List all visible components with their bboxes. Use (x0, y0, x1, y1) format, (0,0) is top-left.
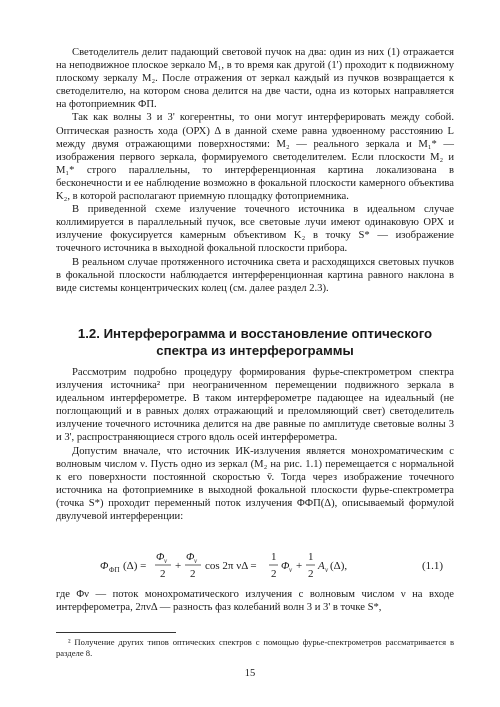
section-heading: 1.2. Интерферограмма и восстановление оптического спектра из интерферограммы (77, 326, 433, 358)
footnote: ² Получение других типов оптических спектров с помощью фурье-спектрометров рассматривается в разделе 8. (56, 637, 454, 658)
body-text-top (56, 46, 454, 295)
page-number: 15 (244, 668, 256, 679)
formula-frac2-num-sub: ν (194, 557, 198, 565)
paragraph: Светоделитель делит падающий световой пучок на два: один из них (1) отражается на неподвижное плоское зеркало M₁, в то время как другой (1') проходит к подвижному плоскому зеркалу M₂. После отражения от зеркал каждый из пучков возвращается к светоделителю, на котором снова делится на две части, одна из которых направляется на фотоприемник ФП. (56, 47, 454, 111)
formula-number: (1.1) (422, 560, 444, 572)
paragraph: В приведенной схеме излучение точечного источника в идеальном случае коллимируется в параллельный пучок, все световые лучи имеют одинаковую ОРХ и излучение фокусируется камерным объективом K₂ в точку S* — изображение точечного источника в выходной фокальной плоскости прибора. (56, 204, 454, 255)
formula-half-num: 1 (308, 551, 314, 563)
formula-1-1 (56, 548, 454, 582)
paragraph: Так как волны 3 и 3' когерентны, то они могут интерферировать между собой. Оптическая разность хода (ОРХ) Δ в данной схеме равна удвоенному расстоянию L между двумя отражающими поверхностями: M₂ — реального зеркала и M₁* — изображения первого зеркала, формируемого светоделителем. Если плоскости M₂ и M₁* строго параллельны, то интерференционная картина локализована в бесконечности и ее наблюдение возможно в фокальной плоскости камерного объектива K₂, в которой располагают приемную площадку фотоприемника. (56, 112, 454, 203)
formula-frac1-den: 2 (160, 568, 166, 580)
paragraph: где Φν — поток монохроматического излучения с волновым числом ν на входе интерферометра, 2πνΔ — разность фаз колебаний волн 3 и 3' в точке S*, (56, 589, 454, 614)
paragraph: В реальном случае протяженного источника света и расходящихся световых пучков в фокальной плоскости наблюдается интерференционная картина равного наклона в виде системы концентрических колец (см. далее раздел 2.3). (56, 256, 454, 294)
footnote-divider (56, 632, 176, 633)
formula-half-den: 2 (271, 568, 277, 580)
body-text-bottom (56, 588, 454, 614)
formula-frac2-den: 2 (190, 568, 196, 580)
formula-ac-sub: ν (325, 566, 329, 574)
formula-plus: + (296, 560, 303, 572)
paragraph: Допустим вначале, что источник ИК-излучения является монохроматическим с волновым числом ν. Пусть одно из зеркал (M₂ на рис. 1.1) перемещается с нормальной к его поверхности постоянной скоростью v̄. Тогда через изображение точечного источника на фотоприемнике в выходной фокальной плоскости фурье-спектрометра (точка S*) проходит переменный поток излучения ΦФП(Δ), описываемый формулой двулучевой интерференции: (56, 445, 454, 523)
formula-lhs: Φ (100, 560, 109, 572)
formula-frac1-num: Φ (156, 551, 165, 563)
formula-half-num: 1 (271, 551, 277, 563)
formula-plus: + (175, 560, 182, 572)
paragraph: Рассмотрим подробно процедуру формирования фурье-спектрометром спектра излучения источника² при неограниченном перемещении подвижного зеркала в идеальном интерферометре. В таком интерферометре падающее на идеальный (не поглощающий и в равных долях отражающий и преломляющий свет) светоделитель излучение точечного источника делится на две равные по амплитуде световые волны 3 и 3', распространяющиеся строго вдоль осей интерферометра. (56, 367, 454, 444)
formula-frac2-num: Φ (186, 551, 195, 563)
formula-mid-term-sub: ν (289, 566, 293, 574)
formula-ac-term: A (318, 560, 325, 572)
body-text-middle (56, 366, 454, 523)
formula-cos-term: cos 2π νΔ = (205, 560, 257, 572)
formula-half-den: 2 (308, 568, 314, 580)
formula-mid-term: Φ (281, 560, 290, 572)
formula-ac-arg: (Δ), (330, 560, 348, 572)
formula-frac1-num-sub: ν (164, 557, 168, 565)
formula-arg: (Δ) = (123, 560, 147, 572)
formula-lhs-sub: ФП (109, 566, 120, 574)
